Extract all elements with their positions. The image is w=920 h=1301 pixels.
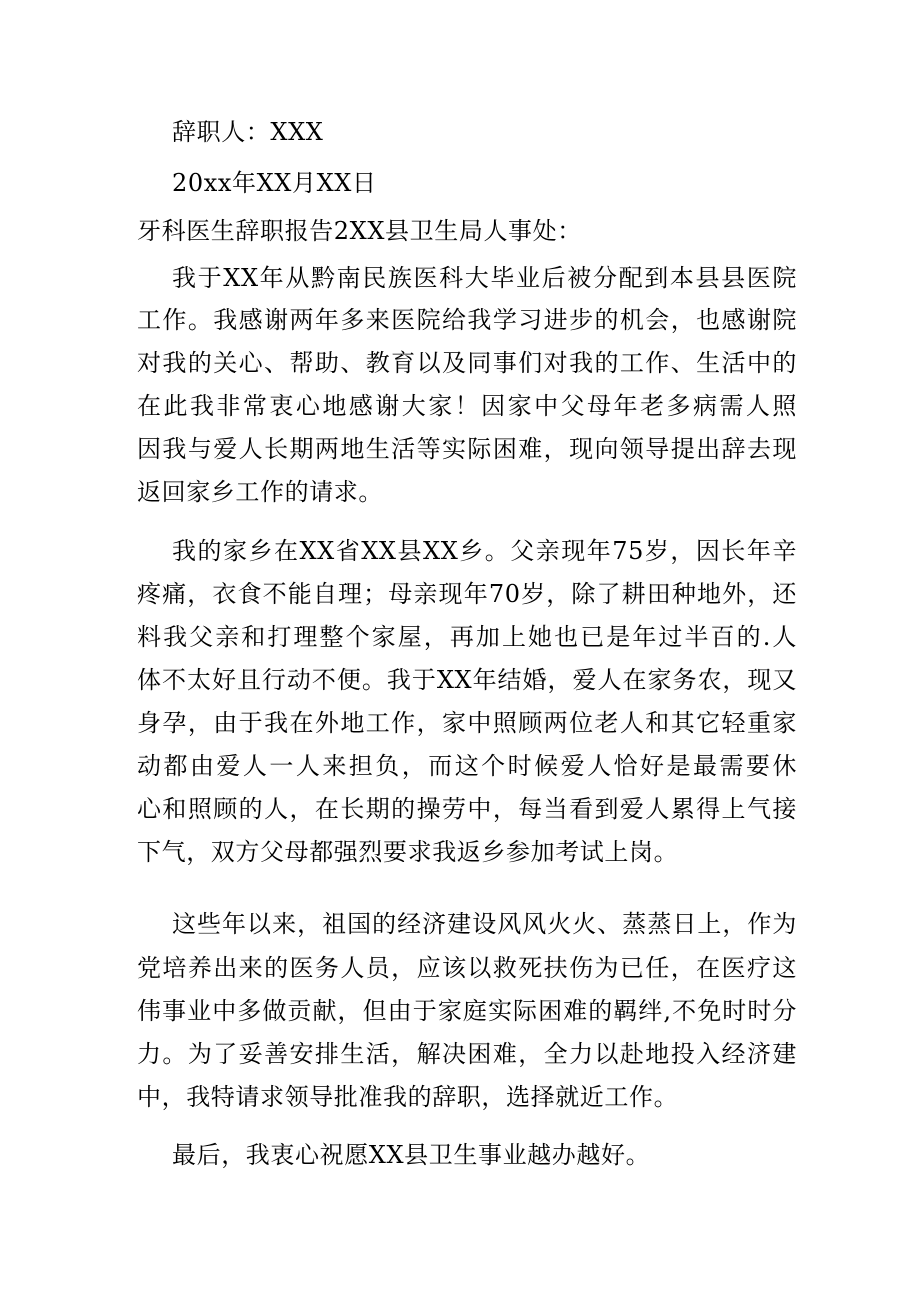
paragraph-line: 体不太好且行动不便。我于XX年结婚，爱人在家务农，现又: [137, 666, 797, 694]
paragraph-line: 返回家乡工作的请求。: [137, 478, 383, 506]
paragraph-line: 心和照顾的人，在长期的操劳中，每当看到爱人累得上气接: [137, 795, 797, 823]
resigner-label: 辞职人：XXX: [172, 118, 324, 146]
paragraph-line: 这些年以来，祖国的经济建设风风火火、蒸蒸日上，作为: [172, 910, 797, 938]
paragraph-line: 伟事业中多做贡献，但由于家庭实际困难的羁绊,不免时时分: [137, 997, 797, 1025]
paragraph-line: 我于XX年从黔南民族医科大毕业后被分配到本县县医院: [172, 264, 797, 292]
paragraph-line: 动都由爱人一人来担负，而这个时候爱人恰好是最需要休: [137, 752, 797, 780]
paragraph-line: 身孕，由于我在外地工作，家中照顾两位老人和其它轻重家: [137, 709, 797, 737]
paragraph-line: 工作。我感谢两年多来医院给我学习进步的机会，也感谢院: [137, 306, 797, 334]
paragraph-line: 我的家乡在XX省XX县XX乡。父亲现年75岁，因长年辛: [172, 537, 797, 565]
paragraph-line: 对我的关心、帮助、教育以及同事们对我的工作、生活中的: [137, 349, 797, 377]
paragraph-line: 下气，双方父母都强烈要求我返乡参加考试上岗。: [137, 838, 679, 866]
letter-heading: 牙科医生辞职报告2XX县卫生局人事处：: [137, 217, 582, 245]
paragraph-line: 最后，我衷心祝愿XX县卫生事业越办越好。: [172, 1141, 651, 1169]
paragraph-line: 党培养出来的医务人员，应该以救死扶伤为已任，在医疗这: [137, 954, 797, 982]
paragraph-line: 中，我特请求领导批准我的辞职，选择就近工作。: [137, 1083, 679, 1111]
paragraph-line: 料我父亲和打理整个家屋，再加上她也已是年过半百的.人: [137, 623, 797, 651]
signature-date: 20xx年XX月XX日: [172, 169, 377, 197]
paragraph-line: 力。为了妥善安排生活，解决困难，全力以赴地投入经济建: [137, 1040, 797, 1068]
paragraph-line: 在此我非常衷心地感谢大家！因家中父母年老多病需人照: [137, 392, 797, 420]
paragraph-line: 因我与爱人长期两地生活等实际困难，现向领导提出辞去现: [137, 435, 797, 463]
paragraph-line: 疼痛，衣食不能自理；母亲现年70岁，除了耕田种地外，还: [137, 580, 797, 608]
